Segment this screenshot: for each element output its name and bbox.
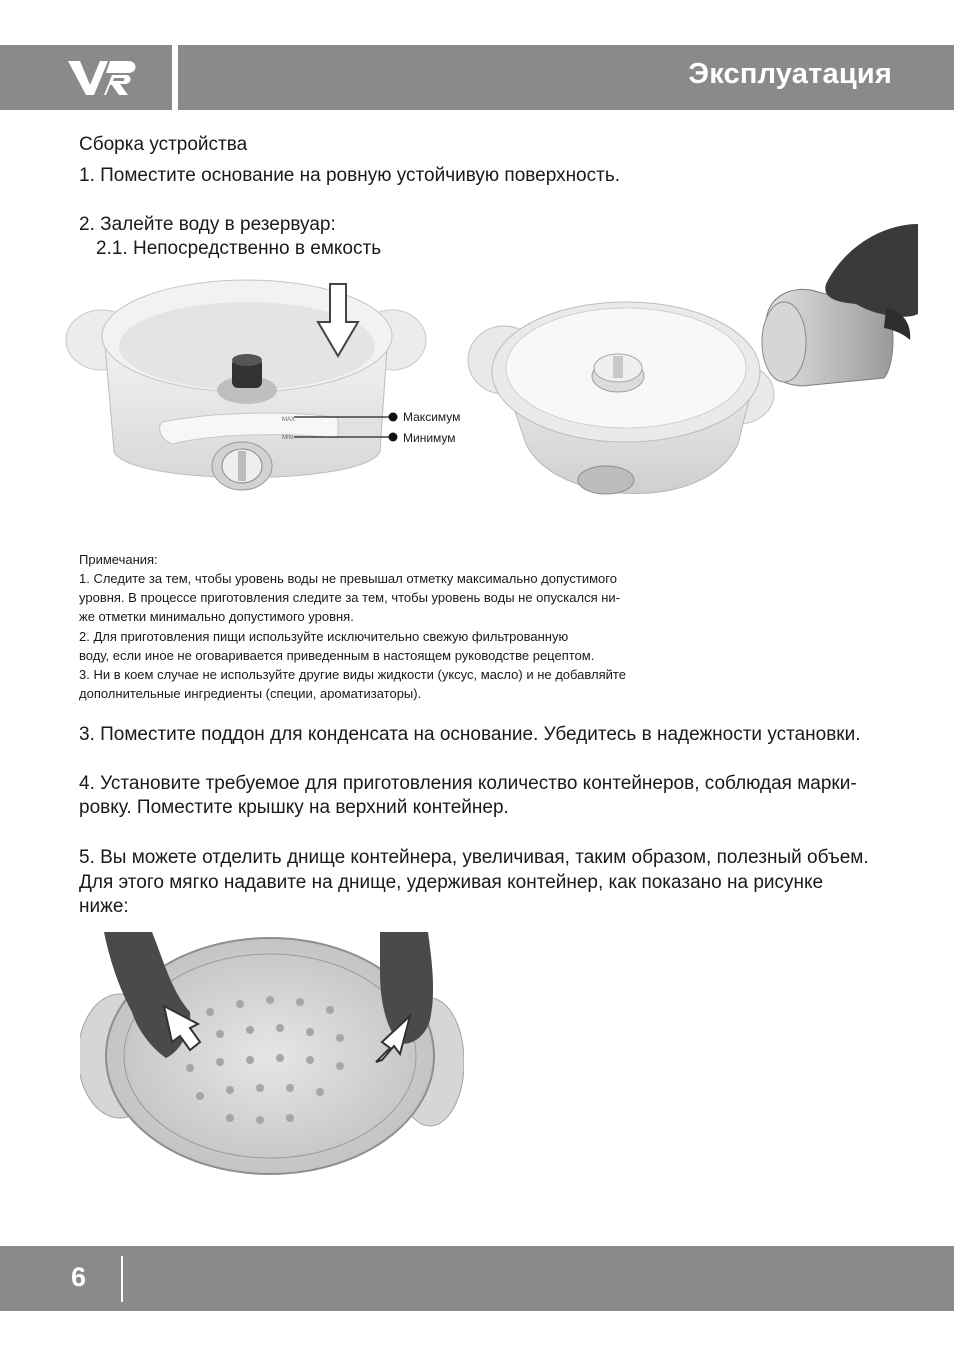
note-line: 2. Для приготовления пищи используйте исключительно свежую фильтрованную (79, 629, 569, 644)
step-5-line: Для этого мягко надавите на днище, удерживая контейнер, как показано на рисунке (79, 872, 824, 893)
vr-logo (66, 57, 138, 99)
label-maximum: Максимум (403, 410, 461, 424)
notes-title: Примечания: (79, 552, 158, 567)
assembly-heading: Сборка устройства (79, 134, 248, 155)
step-5-line: 5. Вы можете отделить днище контейнера, увеличивая, таким образом, полезный объем. (79, 847, 869, 868)
footer-bar (0, 1246, 954, 1311)
min-mark: MIN (282, 435, 293, 441)
step-2-1: 2.1. Непосредственно в емкость (96, 238, 382, 259)
max-mark: MAX (282, 417, 296, 423)
step-4-line: ровку. Поместите крышку на верхний контейнер. (79, 797, 509, 818)
step-1: 1. Поместите основание на ровную устойчивую поверхность. (79, 165, 621, 186)
step-5-line: ниже: (79, 896, 129, 917)
figure-container-bottom (80, 932, 464, 1178)
figure-pour-water (466, 224, 918, 506)
step-4-line: 4. Установите требуемое для приготовления количество контейнеров, соблюдая марки- (79, 773, 857, 794)
footer-separator (121, 1256, 123, 1302)
note-line: дополнительные ингредиенты (специи, ароматизаторы). (79, 686, 422, 701)
note-line: уровня. В процессе приготовления следите за тем, чтобы уровень воды не опускался ни- (79, 590, 621, 605)
note-line: 3. Ни в коем случае не используйте другие виды жидкости (уксус, масло) и не добавляйте (79, 667, 626, 682)
step-3: 3. Поместите поддон для конденсата на основание. Убедитесь в надежности установки. (79, 724, 861, 745)
page-number: 6 (71, 1262, 87, 1292)
note-line: же отметки минимально допустимого уровня. (79, 609, 354, 624)
note-line: 1. Следите за тем, чтобы уровень воды не превышал отметку максимально допустимого (79, 571, 617, 586)
note-line: воду, если иное не оговаривается приведенным в настоящем руководстве рецептом. (79, 648, 595, 663)
figure-base-fill (62, 272, 472, 504)
section-title: Эксплуатация (688, 58, 892, 90)
label-minimum: Минимум (403, 431, 456, 445)
step-2: 2. Залейте воду в резервуар: (79, 214, 336, 235)
